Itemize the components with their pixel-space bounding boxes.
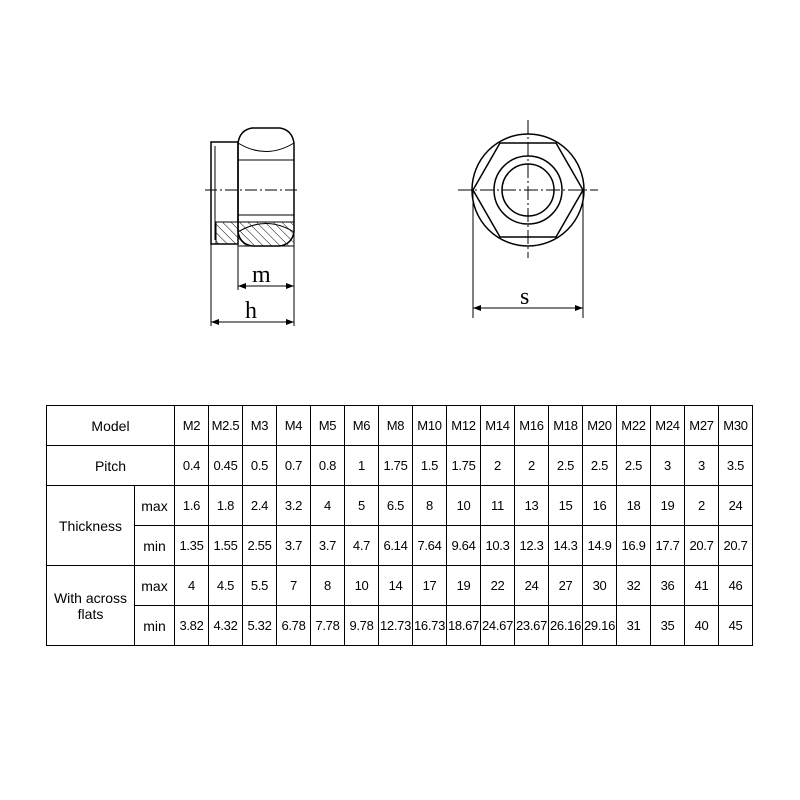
thickness-min-cell: 12.3 (515, 526, 549, 566)
model-cell: M14 (481, 406, 515, 446)
pitch-cell: 2.5 (549, 446, 583, 486)
thickness-min-cell: 20.7 (719, 526, 753, 566)
model-cell: M22 (617, 406, 651, 446)
flats-min-cell: 18.67 (447, 606, 481, 646)
table-row (47, 486, 753, 526)
min-label: min (135, 526, 175, 566)
model-cell: M24 (651, 406, 685, 446)
thickness-max-cell: 3.2 (277, 486, 311, 526)
thickness-max-cell: 24 (719, 486, 753, 526)
model-cell: M16 (515, 406, 549, 446)
pitch-cell: 3 (685, 446, 719, 486)
pitch-cell: 2.5 (583, 446, 617, 486)
thickness-max-cell: 15 (549, 486, 583, 526)
table-row (47, 566, 753, 606)
thickness-header: Thickness (47, 486, 135, 566)
pitch-cell: 2 (515, 446, 549, 486)
thickness-min-cell: 10.3 (481, 526, 515, 566)
model-cell: M8 (379, 406, 413, 446)
pitch-cell: 0.7 (277, 446, 311, 486)
flats-max-cell: 17 (413, 566, 447, 606)
flats-min-cell: 9.78 (345, 606, 379, 646)
dim-label-h: h (245, 298, 257, 324)
pitch-cell: 3 (651, 446, 685, 486)
thickness-max-cell: 16 (583, 486, 617, 526)
flats-min-cell: 40 (685, 606, 719, 646)
model-cell: M27 (685, 406, 719, 446)
flats-min-cell: 3.82 (175, 606, 209, 646)
spec-table (46, 405, 753, 646)
flats-max-cell: 30 (583, 566, 617, 606)
model-cell: M12 (447, 406, 481, 446)
thickness-max-cell: 10 (447, 486, 481, 526)
table-row (47, 446, 753, 486)
dim-label-m: m (252, 262, 271, 288)
flats-min-cell: 12.73 (379, 606, 413, 646)
flats-min-cell: 5.32 (243, 606, 277, 646)
flats-min-cell: 45 (719, 606, 753, 646)
model-cell: M2.5 (209, 406, 243, 446)
flats-max-cell: 14 (379, 566, 413, 606)
flats-max-cell: 8 (311, 566, 345, 606)
thickness-max-cell: 5 (345, 486, 379, 526)
flats-min-cell: 24.67 (481, 606, 515, 646)
thickness-max-cell: 19 (651, 486, 685, 526)
min-label: min (135, 606, 175, 646)
pitch-cell: 0.4 (175, 446, 209, 486)
table-row (47, 606, 753, 646)
model-cell: M2 (175, 406, 209, 446)
pitch-cell: 0.45 (209, 446, 243, 486)
dim-label-s: s (520, 284, 530, 310)
pitch-cell: 2 (481, 446, 515, 486)
flats-min-cell: 26.16 (549, 606, 583, 646)
flats-min-cell: 35 (651, 606, 685, 646)
thickness-min-cell: 14.9 (583, 526, 617, 566)
thickness-max-cell: 8 (413, 486, 447, 526)
flats-max-cell: 27 (549, 566, 583, 606)
thickness-max-cell: 13 (515, 486, 549, 526)
table-row (47, 526, 753, 566)
flats-min-cell: 29.16 (583, 606, 617, 646)
thickness-min-cell: 7.64 (413, 526, 447, 566)
thickness-min-cell: 17.7 (651, 526, 685, 566)
thickness-min-cell: 20.7 (685, 526, 719, 566)
thickness-max-cell: 6.5 (379, 486, 413, 526)
flats-min-cell: 6.78 (277, 606, 311, 646)
flats-min-cell: 23.67 (515, 606, 549, 646)
flats-max-cell: 24 (515, 566, 549, 606)
thickness-min-cell: 1.55 (209, 526, 243, 566)
flats-max-cell: 10 (345, 566, 379, 606)
model-cell: M3 (243, 406, 277, 446)
flats-max-cell: 4 (175, 566, 209, 606)
model-cell: M6 (345, 406, 379, 446)
thickness-max-cell: 2 (685, 486, 719, 526)
table-row (47, 406, 753, 446)
spec-table-body (47, 406, 753, 646)
flats-max-cell: 7 (277, 566, 311, 606)
pitch-cell: 1.75 (379, 446, 413, 486)
pitch-cell: 1.75 (447, 446, 481, 486)
thickness-min-cell: 4.7 (345, 526, 379, 566)
side-view (205, 128, 300, 326)
thickness-max-cell: 1.6 (175, 486, 209, 526)
flats-min-cell: 7.78 (311, 606, 345, 646)
model-cell: M30 (719, 406, 753, 446)
thickness-max-cell: 2.4 (243, 486, 277, 526)
max-label: max (135, 566, 175, 606)
pitch-cell: 2.5 (617, 446, 651, 486)
thickness-min-cell: 3.7 (311, 526, 345, 566)
thickness-min-cell: 2.55 (243, 526, 277, 566)
model-cell: M18 (549, 406, 583, 446)
thickness-min-cell: 6.14 (379, 526, 413, 566)
flats-max-cell: 19 (447, 566, 481, 606)
thickness-min-cell: 1.35 (175, 526, 209, 566)
max-label: max (135, 486, 175, 526)
thickness-max-cell: 1.8 (209, 486, 243, 526)
model-cell: M5 (311, 406, 345, 446)
flats-header: With across flats (47, 566, 135, 646)
model-cell: M4 (277, 406, 311, 446)
flats-max-cell: 36 (651, 566, 685, 606)
flats-min-cell: 4.32 (209, 606, 243, 646)
flats-max-cell: 22 (481, 566, 515, 606)
flats-max-cell: 41 (685, 566, 719, 606)
pitch-cell: 1 (345, 446, 379, 486)
pitch-cell: 3.5 (719, 446, 753, 486)
flats-max-cell: 46 (719, 566, 753, 606)
model-header: Model (47, 406, 175, 446)
pitch-header: Pitch (47, 446, 175, 486)
thickness-max-cell: 18 (617, 486, 651, 526)
thickness-min-cell: 14.3 (549, 526, 583, 566)
nut-drawings (0, 0, 800, 390)
thickness-min-cell: 3.7 (277, 526, 311, 566)
thickness-max-cell: 11 (481, 486, 515, 526)
pitch-cell: 0.8 (311, 446, 345, 486)
model-cell: M10 (413, 406, 447, 446)
flats-min-cell: 31 (617, 606, 651, 646)
model-cell: M20 (583, 406, 617, 446)
pitch-cell: 0.5 (243, 446, 277, 486)
flats-min-cell: 16.73 (413, 606, 447, 646)
thickness-min-cell: 16.9 (617, 526, 651, 566)
flats-max-cell: 4.5 (209, 566, 243, 606)
pitch-cell: 1.5 (413, 446, 447, 486)
thickness-min-cell: 9.64 (447, 526, 481, 566)
flats-max-cell: 5.5 (243, 566, 277, 606)
thickness-max-cell: 4 (311, 486, 345, 526)
flats-max-cell: 32 (617, 566, 651, 606)
